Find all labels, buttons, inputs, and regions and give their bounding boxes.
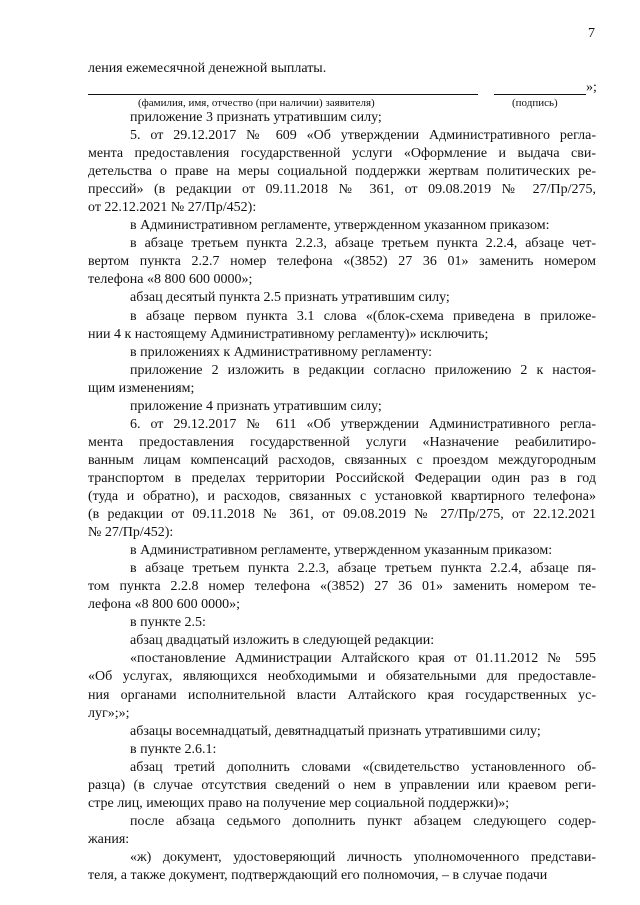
page-number: 7 bbox=[588, 26, 595, 41]
text-line: в абзаце третьем пункта 2.2.3, абзаце третьем пункта 2.2.4, абзаце чет- bbox=[130, 236, 596, 252]
text-line: «Об услугах, являющихся необходимыми и обязательными для предоставле- bbox=[88, 669, 596, 685]
text-line: том пункта 2.2.8 номер телефона «(3852) 27 36 01» заменить номером те- bbox=[88, 579, 596, 595]
text-line: в пункте 2.5: bbox=[130, 615, 206, 631]
text-line: от 22.12.2021 № 27/Пр/452): bbox=[88, 200, 257, 216]
signature-line bbox=[494, 94, 586, 95]
paragraph bbox=[88, 344, 596, 362]
text-line: приложение 4 признать утратившим силу; bbox=[130, 398, 382, 414]
text-line: мента предоставления государственной услуги «Назначение реабилитиро- bbox=[88, 434, 596, 450]
text-line: 5. от 29.12.2017 № 609 «Об утверждении Административного регла- bbox=[130, 128, 596, 144]
text-line: нии 4 к настоящему Административному регламенту)» исключить; bbox=[88, 326, 489, 342]
text-line: разца) (в случае отсутствия сведений о нем в управлении или краевом реги- bbox=[88, 777, 596, 793]
paragraph bbox=[88, 723, 596, 741]
text-line: 6. от 29.12.2017 № 611 «Об утверждении Административного регла- bbox=[130, 416, 596, 432]
paragraph bbox=[88, 109, 596, 127]
text-line: детельства о праве на меры социальной поддержки жертвам политических ре- bbox=[88, 164, 596, 180]
paragraph bbox=[88, 614, 596, 632]
text-line: в абзаце первом пункта 3.1 слова «(блок-схема приведена в приложе- bbox=[130, 308, 596, 324]
text-line: (туда и обратно), и расходов, связанных с установкой квартирного телефона» bbox=[88, 488, 596, 504]
paragraph bbox=[88, 849, 596, 885]
paragraph bbox=[88, 127, 596, 217]
paragraph bbox=[88, 632, 596, 650]
paragraph bbox=[88, 813, 596, 849]
text-line: в Административном регламенте, утвержденном указанным приказом: bbox=[130, 543, 553, 559]
paragraph bbox=[88, 650, 596, 722]
text-line: приложение 2 изложить в редакции согласно приложению 2 к настоя- bbox=[130, 362, 596, 378]
paragraph bbox=[88, 560, 596, 614]
signature-end-mark: »; bbox=[586, 80, 597, 95]
text-line: ния органами исполнительной власти Алтайского края государственных ус- bbox=[88, 687, 596, 703]
paragraph bbox=[88, 741, 596, 759]
document-body bbox=[88, 109, 596, 885]
text-line: лефона «8 800 600 0000»; bbox=[88, 597, 241, 613]
text-line: транспортом в пределах территории Российской Федерации один раз в год bbox=[88, 470, 596, 486]
paragraph bbox=[88, 542, 596, 560]
text-line: луг»;»; bbox=[88, 705, 130, 721]
text-line: после абзаца седьмого дополнить пункт абзацем следующего содер- bbox=[130, 813, 596, 829]
signature-caption: (подпись) bbox=[512, 97, 558, 109]
paragraph bbox=[88, 398, 596, 416]
text-line: № 27/Пр/452): bbox=[88, 525, 174, 541]
text-line: «постановление Администрации Алтайского края от 01.11.2012 № 595 bbox=[130, 651, 596, 667]
text-line: «ж) документ, удостоверяющий личность уполномоченного представи- bbox=[130, 849, 596, 865]
text-line: вертом пункта 2.2.7 номер телефона «(3852) 27 36 01» заменить номером bbox=[88, 254, 596, 270]
text-line: мента предоставления государственной услуги «Оформление и выдача сви- bbox=[88, 146, 596, 162]
paragraph bbox=[88, 235, 596, 289]
paragraph bbox=[88, 759, 596, 813]
text-line: в приложениях к Административному регламенту: bbox=[130, 344, 433, 360]
text-line: жания: bbox=[88, 831, 130, 847]
paragraph bbox=[88, 416, 596, 542]
text-line: приложение 3 признать утратившим силу; bbox=[130, 110, 382, 125]
paragraph bbox=[88, 217, 596, 235]
text-line: в абзаце третьем пункта 2.2.3, абзаце третьем пункта 2.2.4, абзаце пя- bbox=[130, 561, 596, 577]
paragraph bbox=[88, 308, 596, 344]
text-line: в Административном регламенте, утвержденном указанном приказом: bbox=[130, 218, 550, 234]
text-line: в пункте 2.6.1: bbox=[130, 741, 217, 757]
text-line: телефона «8 800 600 0000»; bbox=[88, 272, 253, 288]
text-line: абзац десятый пункта 2.5 признать утратившим силу; bbox=[130, 290, 450, 306]
paragraph bbox=[88, 362, 596, 398]
name-signature-line bbox=[88, 94, 478, 95]
text-line: стре лиц, имеющих право на получение мер социальной поддержки)»; bbox=[88, 795, 510, 811]
text-line: абзацы восемнадцатый, девятнадцатый признать утратившими силу; bbox=[130, 723, 541, 739]
text-line: теля, а также документ, подтверждающий его полномочия, – в случае подачи bbox=[88, 867, 548, 883]
text-line: (в редакции от 09.11.2018 № 361, от 09.08.2019 № 27/Пр/275, от 22.12.2021 bbox=[88, 507, 596, 523]
paragraph bbox=[88, 289, 596, 307]
text-line: прессий» (в редакции от 09.11.2018 № 361, от 09.08.2019 № 27/Пр/275, bbox=[88, 182, 596, 198]
continuation-line: ления ежемесячной денежной выплаты. bbox=[88, 61, 327, 76]
text-line: ванным лицам компенсаций расходов, связанных с проездом междугородным bbox=[88, 452, 596, 468]
text-line: щим изменениям; bbox=[88, 380, 195, 396]
text-line: абзац третий дополнить словами «(свидетельство установленного об- bbox=[130, 759, 596, 775]
name-caption: (фамилия, имя, отчество (при наличии) заявителя) bbox=[138, 97, 375, 109]
text-line: абзац двадцатый изложить в следующей редакции: bbox=[130, 633, 435, 649]
